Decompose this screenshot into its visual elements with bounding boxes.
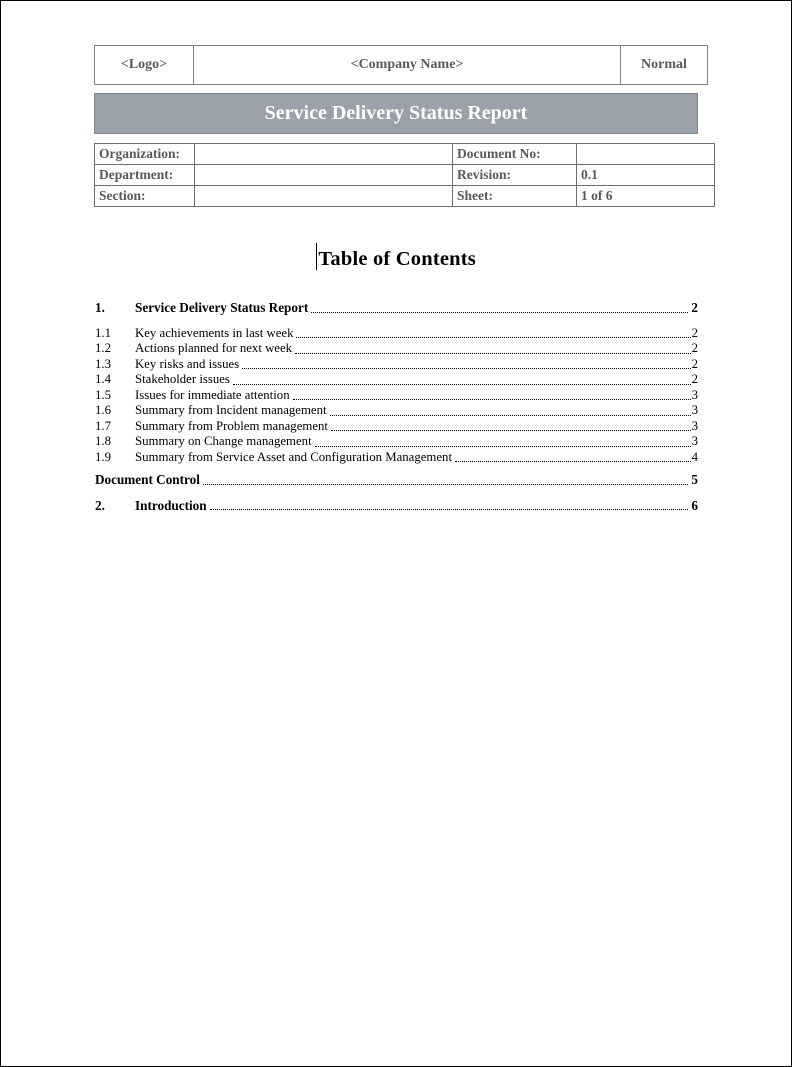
toc-entry[interactable]	[95, 434, 698, 450]
toc-entry-page: 2	[691, 356, 698, 371]
toc-entry[interactable]	[95, 403, 698, 419]
info-value[interactable]	[577, 144, 715, 165]
toc-dot-leader	[315, 446, 691, 447]
logo-placeholder-cell[interactable]: <Logo>	[95, 46, 194, 85]
toc-entry-number: 1.7	[95, 418, 111, 433]
toc-entry[interactable]	[95, 498, 698, 514]
info-value[interactable]	[195, 186, 453, 207]
toc-dot-leader	[210, 509, 689, 510]
info-table-row	[95, 165, 715, 186]
toc-entry-title: Stakeholder issues	[135, 372, 230, 386]
toc-dot-leader	[455, 461, 691, 462]
info-table	[94, 143, 715, 207]
toc-entry-title: Summary from Service Asset and Configuration Management	[135, 449, 453, 464]
info-value[interactable]: 1 of 6	[577, 186, 715, 207]
toc-entry-page: 6	[691, 497, 698, 513]
toc-entry-page: 4	[691, 449, 698, 464]
toc-entry-page: 2	[691, 372, 698, 386]
toc-dot-leader	[203, 484, 689, 485]
info-label: Section:	[95, 186, 195, 207]
toc-entry-page: 2	[691, 341, 698, 355]
toc-entry-number: 1.6	[95, 403, 111, 417]
toc-entry-number: 1.1	[95, 325, 111, 340]
toc-entry-title: Introduction	[135, 497, 207, 513]
toc-entry-number: 1.8	[95, 434, 111, 448]
toc-entry-page: 2	[691, 300, 698, 315]
toc-entry-title: Document Control	[95, 472, 200, 487]
info-label: Organization:	[95, 144, 195, 165]
toc-entry[interactable]	[95, 357, 698, 373]
toc-entry[interactable]	[95, 300, 698, 316]
toc-dot-leader	[293, 399, 691, 400]
toc-entry-title: Summary from Incident management	[135, 403, 327, 417]
toc-entry[interactable]	[95, 341, 698, 357]
toc-dot-leader	[330, 415, 691, 416]
toc-entry-page: 3	[691, 434, 698, 448]
info-table-row	[95, 144, 715, 165]
toc-entry-title: Actions planned for next week	[135, 341, 293, 355]
toc-entry[interactable]	[95, 372, 698, 388]
toc-entry[interactable]	[95, 419, 698, 435]
info-value[interactable]	[195, 165, 453, 186]
toc-entry-page: 5	[691, 472, 698, 487]
info-label: Document No:	[453, 144, 577, 165]
document-content	[94, 1, 698, 523]
toc-entry-number: 1.4	[95, 372, 111, 386]
toc-entry-number: 1.9	[95, 449, 111, 464]
toc-entry-page: 3	[691, 387, 698, 402]
info-value[interactable]: 0.1	[577, 165, 715, 186]
toc-entry[interactable]	[95, 450, 698, 466]
toc-dot-leader	[331, 430, 691, 431]
company-name-placeholder-cell[interactable]: <Company Name>	[194, 46, 621, 85]
toc-entry-number: 1.	[95, 300, 105, 315]
toc-dot-leader	[233, 384, 691, 385]
info-table-row	[95, 186, 715, 207]
toc-entry[interactable]	[95, 326, 698, 342]
toc-entry-number: 1.5	[95, 387, 111, 402]
toc-heading	[94, 243, 698, 271]
toc-entry-page: 3	[691, 403, 698, 417]
toc-entry-number: 2.	[95, 497, 105, 513]
header-table	[94, 45, 708, 85]
toc-dot-leader	[242, 368, 690, 369]
header-status-cell: Normal	[621, 46, 708, 85]
toc-dot-leader	[296, 337, 690, 338]
toc-entry-title: Key risks and issues	[135, 356, 240, 371]
info-label: Department:	[95, 165, 195, 186]
toc-entry-page: 2	[691, 325, 698, 340]
toc-entry-number: 1.3	[95, 356, 111, 371]
info-label: Sheet:	[453, 186, 577, 207]
toc-dot-leader	[295, 353, 691, 354]
toc-entry-number: 1.2	[95, 341, 111, 355]
toc-entry-page: 3	[691, 418, 698, 433]
toc-heading-label: Table of Contents	[318, 248, 476, 270]
toc-entry[interactable]	[95, 472, 698, 488]
info-label: Revision:	[453, 165, 577, 186]
toc-entry-title: Key achievements in last week	[135, 325, 294, 340]
info-table-body	[95, 144, 715, 207]
toc-entry-title: Summary on Change management	[135, 434, 312, 448]
toc-dot-leader	[311, 312, 688, 313]
toc-entry[interactable]	[95, 388, 698, 404]
toc-entry-title: Summary from Problem management	[135, 418, 328, 433]
document-title-banner: Service Delivery Status Report	[94, 93, 698, 134]
toc-entry-title: Service Delivery Status Report	[135, 300, 309, 315]
info-value[interactable]	[195, 144, 453, 165]
toc-list	[94, 300, 698, 513]
toc-entry-title: Issues for immediate attention	[135, 387, 290, 402]
